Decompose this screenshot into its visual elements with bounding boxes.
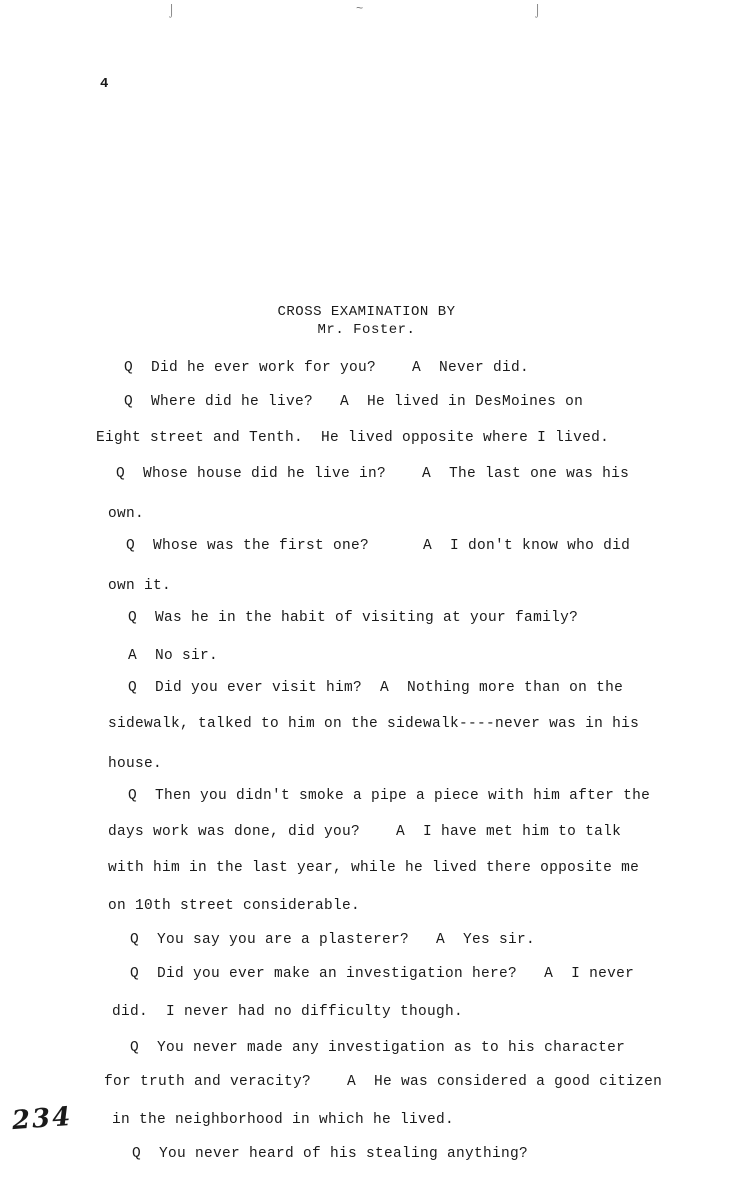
- transcript-line: days work was done, did you? A I have met him to talk: [108, 824, 622, 840]
- transcript-line: Q You never heard of his stealing anything?: [132, 1146, 529, 1162]
- handwritten-page-number: 234: [11, 1101, 74, 1137]
- transcript-line: on 10th street considerable.: [108, 898, 361, 914]
- transcript-line: sidewalk, talked to him on the sidewalk----never was in his: [108, 716, 640, 732]
- transcript-line: house.: [108, 756, 163, 772]
- transcript-line: Q Whose house did he live in? A The last one was his: [116, 466, 630, 482]
- transcript-line: Q Did you ever make an investigation here? A I never: [130, 966, 635, 982]
- transcript-line: Q You never made any investigation as to his character: [130, 1040, 626, 1056]
- examiner-name: Mr. Foster.: [317, 322, 416, 338]
- scan-mark: ⌡: [534, 4, 542, 18]
- transcript-line: Q Did he ever work for you? A Never did.: [124, 360, 530, 376]
- scan-mark: ⌡: [168, 4, 176, 18]
- transcript-line: Q Was he in the habit of visiting at your family?: [128, 610, 579, 626]
- transcript-line: Q Where did he live? A He lived in DesMoines on: [124, 394, 584, 410]
- transcript-line: Eight street and Tenth. He lived opposite where I lived.: [96, 430, 610, 446]
- transcript-line: Q Did you ever visit him? A Nothing more than on the: [128, 680, 624, 696]
- transcript-line: did. I never had no difficulty though.: [112, 1004, 464, 1020]
- transcript-line: own it.: [108, 578, 172, 594]
- section-title: CROSS EXAMINATION BY: [277, 304, 456, 320]
- transcript-line: Q You say you are a plasterer? A Yes sir.: [130, 932, 536, 948]
- transcript-line: A No sir.: [128, 648, 219, 664]
- transcript-line: with him in the last year, while he lived there opposite me: [108, 860, 640, 876]
- transcript-line: for truth and veracity? A He was considered a good citizen: [104, 1074, 663, 1090]
- transcript-line: own.: [108, 506, 145, 522]
- transcript-line: Q Then you didn't smoke a pipe a piece with him after the: [128, 788, 651, 804]
- scan-mark: ~: [356, 2, 364, 16]
- transcript-line: in the neighborhood in which he lived.: [112, 1112, 455, 1128]
- page-number: 4: [100, 76, 109, 92]
- transcript-line: Q Whose was the first one? A I don't know who did: [126, 538, 631, 554]
